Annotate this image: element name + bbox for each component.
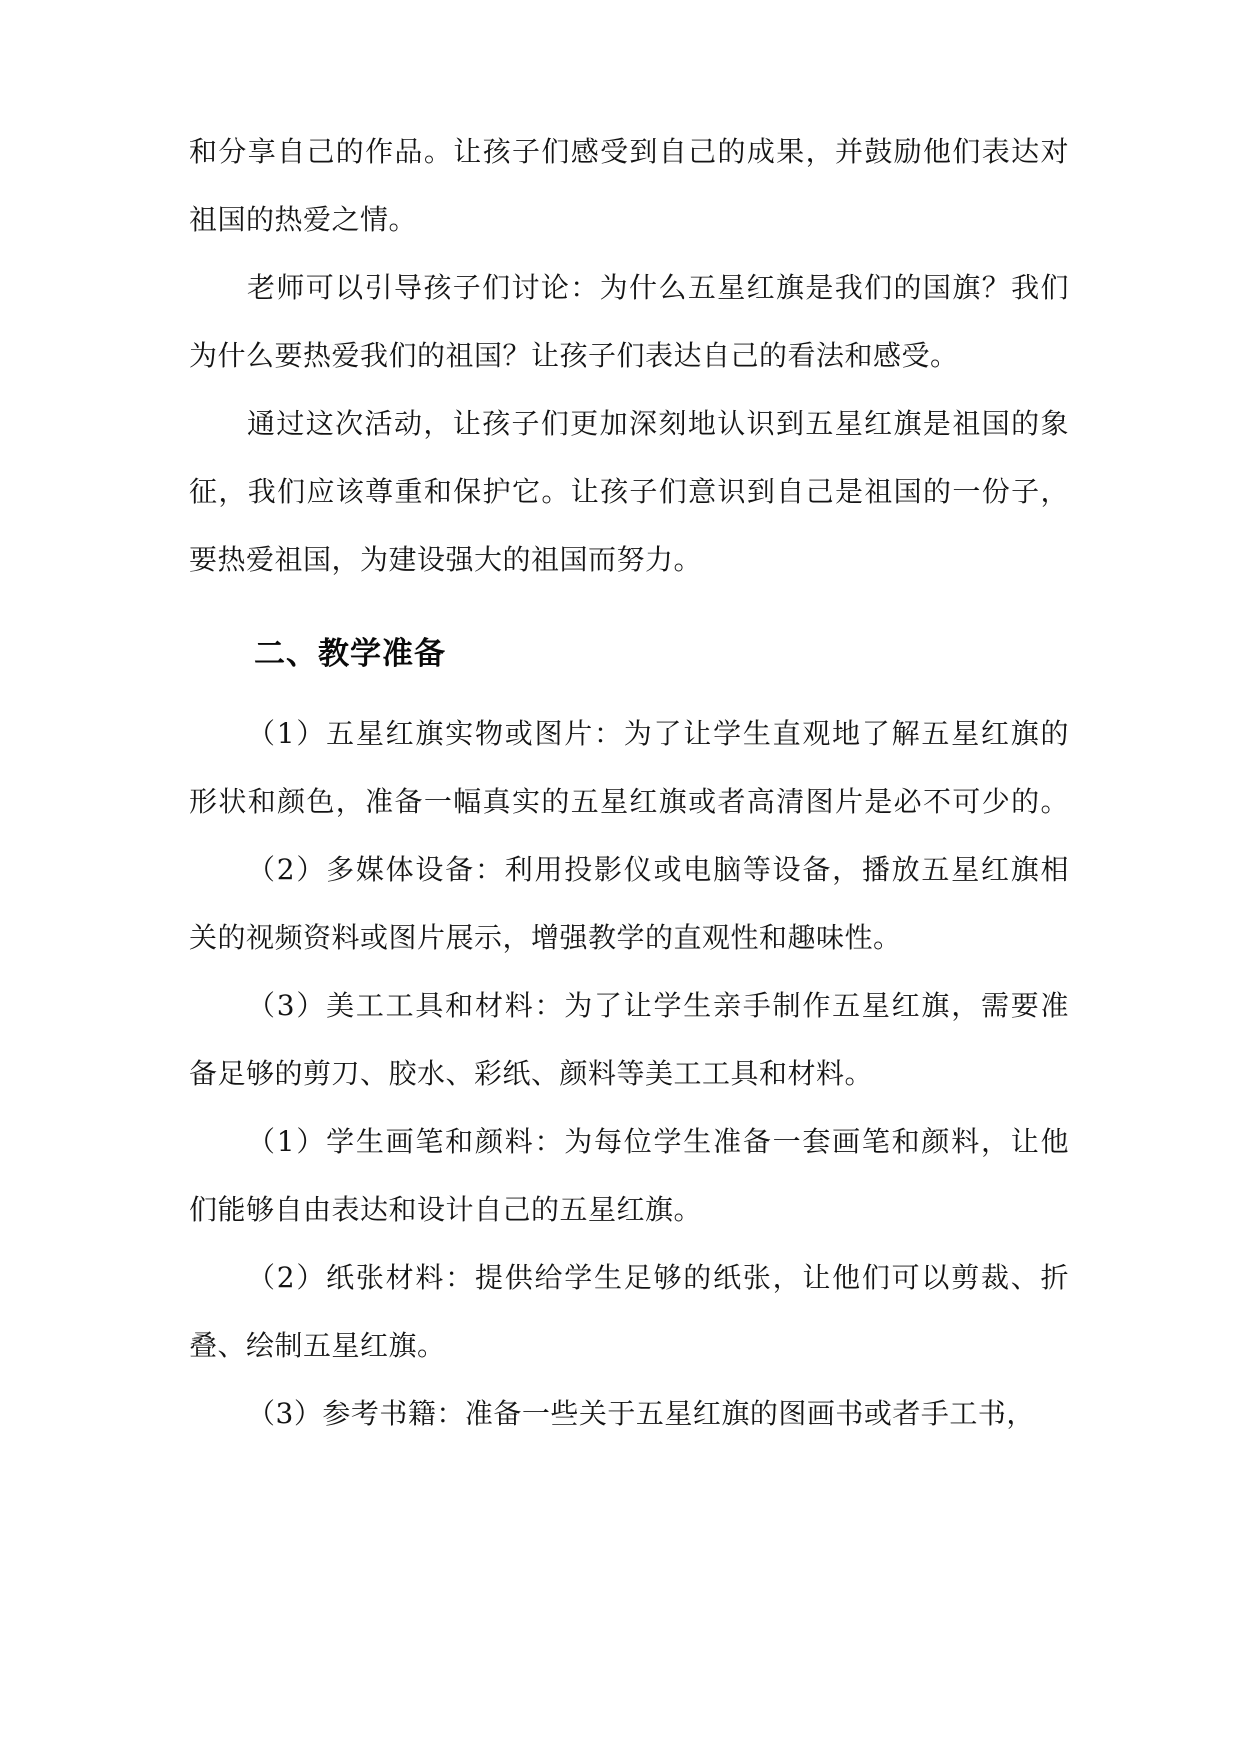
list-item-line: 们能够自由表达和设计自己的五星红旗。 xyxy=(189,1193,703,1226)
list-item-line: 备足够的剪刀、胶水、彩纸、颜料等美工工具和材料。 xyxy=(189,1057,874,1090)
list-item-line: （1）五星红旗实物或图片：为了让学生直观地了解五星红旗的 xyxy=(247,717,1069,750)
list-item-line: 叠、绘制五星红旗。 xyxy=(189,1329,446,1362)
section-heading: 二、教学准备 xyxy=(254,636,446,672)
list-item-line: （3）参考书籍：准备一些关于五星红旗的图画书或者手工书， xyxy=(247,1397,1035,1430)
paragraph-line: 和分享自己的作品。让孩子们感受到自己的成果，并鼓励他们表达对 xyxy=(189,135,1069,168)
paragraph-line: 祖国的热爱之情。 xyxy=(189,203,418,236)
paragraph-line: 要热爱祖国，为建设强大的祖国而努力。 xyxy=(189,543,703,576)
list-item-line: （2）多媒体设备：利用投影仪或电脑等设备，播放五星红旗相 xyxy=(247,853,1069,886)
paragraph-line: 老师可以引导孩子们讨论：为什么五星红旗是我们的国旗？我们 xyxy=(247,271,1069,304)
paragraph-line: 征，我们应该尊重和保护它。让孩子们意识到自己是祖国的一份子， xyxy=(189,475,1069,508)
list-item-line: （2）纸张材料：提供给学生足够的纸张，让他们可以剪裁、折 xyxy=(247,1261,1069,1294)
list-item-line: 形状和颜色，准备一幅真实的五星红旗或者高清图片是必不可少的。 xyxy=(189,785,1069,818)
paragraph-line: 为什么要热爱我们的祖国？让孩子们表达自己的看法和感受。 xyxy=(189,339,959,372)
list-item-line: 关的视频资料或图片展示，增强教学的直观性和趣味性。 xyxy=(189,921,902,954)
list-item-line: （1）学生画笔和颜料：为每位学生准备一套画笔和颜料，让他 xyxy=(247,1125,1069,1158)
list-item-line: （3）美工工具和材料：为了让学生亲手制作五星红旗，需要准 xyxy=(247,989,1069,1022)
paragraph-line: 通过这次活动，让孩子们更加深刻地认识到五星红旗是祖国的象 xyxy=(247,407,1069,440)
